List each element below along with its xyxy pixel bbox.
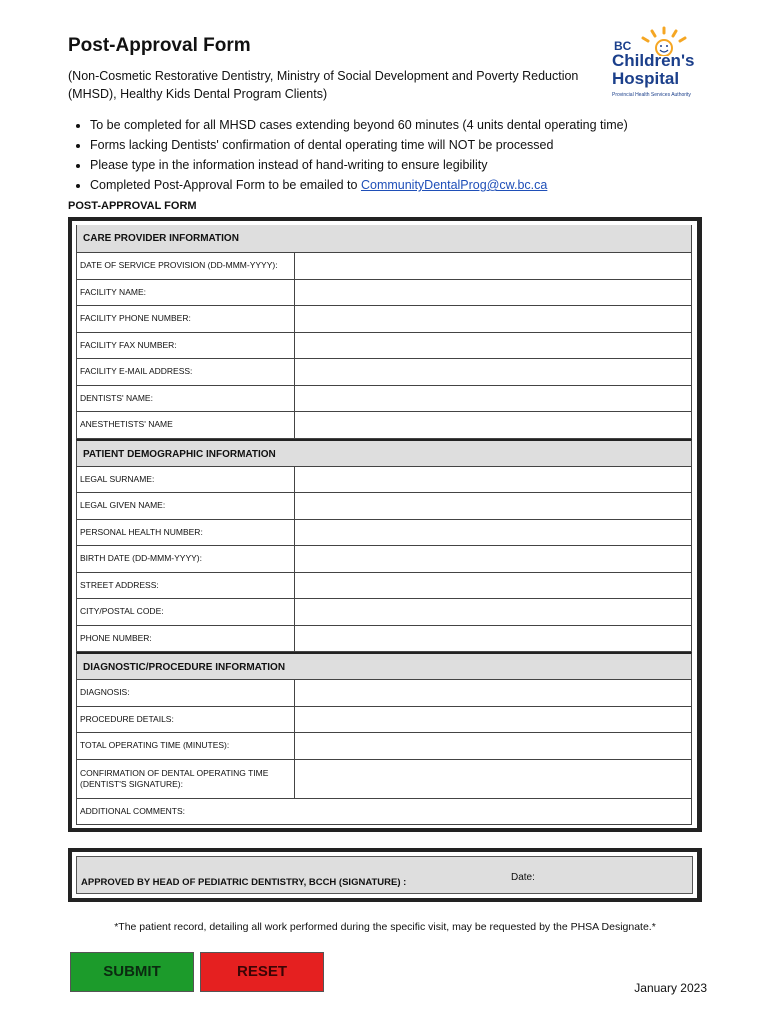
approval-label: APPROVED BY HEAD OF PEDIATRIC DENTISTRY, BCCH (SIGNATURE) : <box>81 877 407 888</box>
additional-comments-label: ADDITIONAL COMMENTS: <box>80 805 185 816</box>
field-label: STREET ADDRESS: <box>77 573 295 599</box>
field-label: BIRTH DATE (DD-MMM-YYYY): <box>77 546 295 572</box>
footer-date: January 2023 <box>634 981 707 995</box>
form-heading: POST-APPROVAL FORM <box>68 200 197 212</box>
instruction-list <box>68 115 628 195</box>
form-input-field[interactable] <box>295 467 691 493</box>
list-item: • To be completed for all MHSD cases extending beyond 60 minutes (4 units dental operating time) <box>90 115 628 135</box>
page-subtitle: (Non-Cosmetic Restorative Dentistry, Ministry of Social Development and Poverty Reduction (MHSD), Healthy Kids Dental Program Clients) <box>68 69 579 101</box>
field-label: DATE OF SERVICE PROVISION (DD-MMM-YYYY): <box>77 253 295 279</box>
form-row <box>76 520 692 547</box>
additional-comments-row[interactable] <box>76 799 692 826</box>
form-row <box>76 546 692 573</box>
approval-box <box>68 848 702 902</box>
field-label: FACILITY FAX NUMBER: <box>77 333 295 359</box>
form-row <box>76 359 692 386</box>
form-input-field[interactable] <box>295 546 691 572</box>
form-row <box>76 680 692 707</box>
form-input-field[interactable] <box>295 520 691 546</box>
form-input-field[interactable] <box>295 733 691 759</box>
section-header-patient: PATIENT DEMOGRAPHIC INFORMATION <box>76 439 692 467</box>
approval-date-label: Date: <box>511 872 535 883</box>
form-input-field[interactable] <box>295 386 691 412</box>
field-label: FACILITY E-MAIL ADDRESS: <box>77 359 295 385</box>
logo-bc: BC <box>614 39 632 53</box>
field-label: LEGAL GIVEN NAME: <box>77 493 295 519</box>
field-label: TOTAL OPERATING TIME (MINUTES): <box>77 733 295 759</box>
form-input-field[interactable] <box>295 280 691 306</box>
field-label: ANESTHETISTS' NAME <box>77 412 295 438</box>
logo-name <box>612 52 694 88</box>
list-item: • Please type in the information instead of hand-writing to ensure legibility <box>90 155 628 175</box>
field-label: DIAGNOSIS: <box>77 680 295 706</box>
section-header-diagnostic: DIAGNOSTIC/PROCEDURE INFORMATION <box>76 652 692 680</box>
field-label: DENTISTS' NAME: <box>77 386 295 412</box>
field-label: PROCEDURE DETAILS: <box>77 707 295 733</box>
field-label: PHONE NUMBER: <box>77 626 295 652</box>
form-input-field[interactable] <box>295 333 691 359</box>
logo-tagline: Provincial Health Services Authority <box>612 92 691 98</box>
form-input-field[interactable] <box>295 306 691 332</box>
field-label: PERSONAL HEALTH NUMBER: <box>77 520 295 546</box>
form-input-field[interactable] <box>295 412 691 438</box>
form-row <box>76 333 692 360</box>
form-row <box>76 493 692 520</box>
field-label: CITY/POSTAL CODE: <box>77 599 295 625</box>
form-row <box>76 626 692 653</box>
form-row <box>76 253 692 280</box>
bc-childrens-hospital-logo <box>612 26 712 106</box>
page-title: Post-Approval Form <box>68 35 251 56</box>
form-input-field[interactable] <box>295 599 691 625</box>
list-item: • Forms lacking Dentists' confirmation of dental operating time will NOT be processed <box>90 135 628 155</box>
form-row <box>76 599 692 626</box>
section-header-care-provider: CARE PROVIDER INFORMATION <box>76 225 692 253</box>
logo-line1: Children's <box>612 51 695 70</box>
form-row <box>76 467 692 494</box>
form-row <box>76 707 692 734</box>
form-input-field[interactable] <box>295 573 691 599</box>
form-input-field[interactable] <box>295 626 691 652</box>
form-row <box>76 733 692 760</box>
field-label: CONFIRMATION OF DENTAL OPERATING TIME (DENTIST'S SIGNATURE): <box>77 760 295 798</box>
form-row <box>76 306 692 333</box>
approval-signature-field[interactable] <box>76 856 693 894</box>
form-input-field[interactable] <box>295 760 691 798</box>
submit-button[interactable]: SUBMIT <box>70 952 194 992</box>
form-row <box>76 573 692 600</box>
post-approval-form <box>68 217 702 832</box>
email-prefix: Completed Post-Approval Form to be emailed to <box>90 178 361 192</box>
logo-line2: Hospital <box>612 69 680 88</box>
form-row <box>76 760 692 799</box>
email-link[interactable]: CommunityDentalProg@cw.bc.ca <box>360 178 548 192</box>
form-row <box>76 386 692 413</box>
field-label: FACILITY PHONE NUMBER: <box>77 306 295 332</box>
form-input-field[interactable] <box>295 707 691 733</box>
form-input-field[interactable] <box>295 359 691 385</box>
list-item <box>90 175 628 195</box>
field-label: FACILITY NAME: <box>77 280 295 306</box>
form-input-field[interactable] <box>295 493 691 519</box>
reset-button[interactable]: RESET <box>200 952 324 992</box>
footnote: *The patient record, detailing all work performed during the specific visit, may be requested by the PHSA Designate.* <box>114 921 656 933</box>
form-input-field[interactable] <box>295 253 691 279</box>
form-row <box>76 280 692 307</box>
form-row <box>76 412 692 439</box>
form-input-field[interactable] <box>295 680 691 706</box>
field-label: LEGAL SURNAME: <box>77 467 295 493</box>
